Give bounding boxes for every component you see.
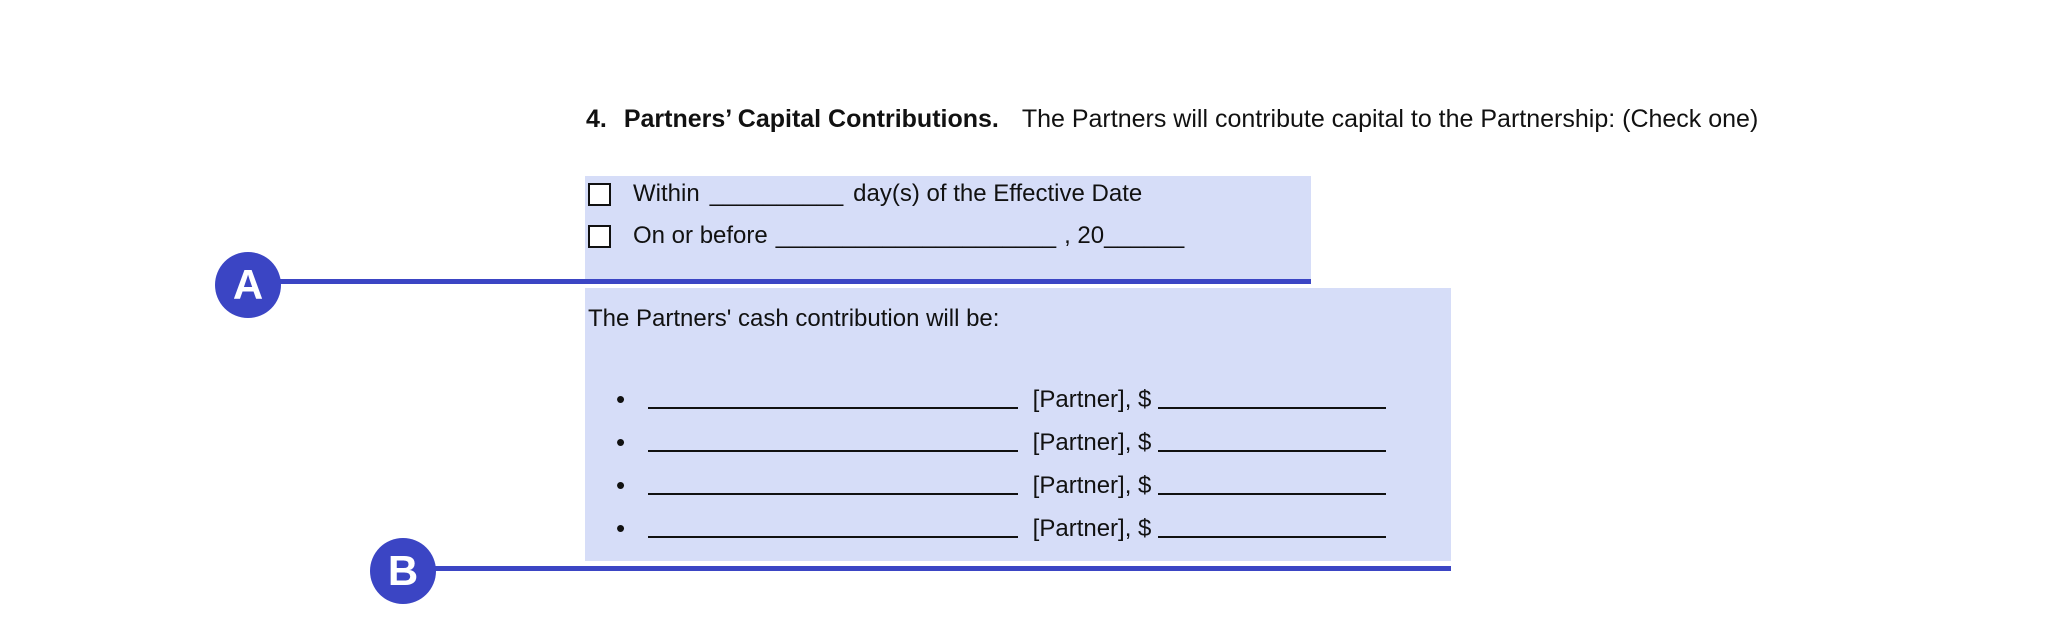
section-heading <box>586 104 1758 134</box>
annotation-leader-a <box>272 279 1311 284</box>
list-item[interactable] <box>616 421 1386 464</box>
list-item[interactable] <box>616 464 1386 507</box>
partner-amount-blank[interactable] <box>1158 514 1386 538</box>
annotation-marker-a: A <box>215 252 281 318</box>
option-row-within[interactable] <box>588 180 1142 208</box>
option-onbefore-before: On or before <box>633 222 768 249</box>
list-item[interactable] <box>616 507 1386 550</box>
checkbox-within[interactable] <box>588 183 611 206</box>
bullet-icon: • <box>616 470 626 500</box>
section-number: 4. <box>586 105 607 133</box>
partner-name-blank[interactable] <box>648 514 1018 538</box>
option-within-blank[interactable]: __________ <box>709 180 844 207</box>
partner-name-blank[interactable] <box>648 428 1018 452</box>
cash-contribution-intro: The Partners' cash contribution will be: <box>588 305 1000 332</box>
partner-amount-blank[interactable] <box>1158 471 1386 495</box>
section-text: The Partners will contribute capital to the Partnership: (Check one) <box>1021 105 1759 133</box>
partner-name-blank[interactable] <box>648 385 1018 409</box>
partner-label: [Partner], $ <box>1032 472 1152 499</box>
checkbox-on-or-before[interactable] <box>588 225 611 248</box>
option-row-on-or-before[interactable] <box>588 222 1184 250</box>
partner-amount-blank[interactable] <box>1158 428 1386 452</box>
partner-name-blank[interactable] <box>648 471 1018 495</box>
list-item[interactable] <box>616 378 1386 421</box>
partner-label: [Partner], $ <box>1032 429 1152 456</box>
partner-amount-blank[interactable] <box>1158 385 1386 409</box>
partner-label: [Partner], $ <box>1032 515 1152 542</box>
bullet-icon: • <box>616 513 626 543</box>
option-onbefore-blank[interactable]: _____________________ <box>775 222 1057 249</box>
option-within-after: day(s) of the Effective Date <box>853 180 1143 207</box>
annotation-marker-b: B <box>370 538 436 604</box>
partner-label: [Partner], $ <box>1032 386 1152 413</box>
partner-contribution-list <box>588 378 1386 550</box>
option-onbefore-after: , 20______ <box>1064 222 1185 249</box>
section-title: Partners’ Capital Contributions. <box>623 105 999 133</box>
option-within-before: Within <box>633 180 700 207</box>
bullet-icon: • <box>616 384 626 414</box>
annotation-leader-b <box>427 566 1451 571</box>
bullet-icon: • <box>616 427 626 457</box>
